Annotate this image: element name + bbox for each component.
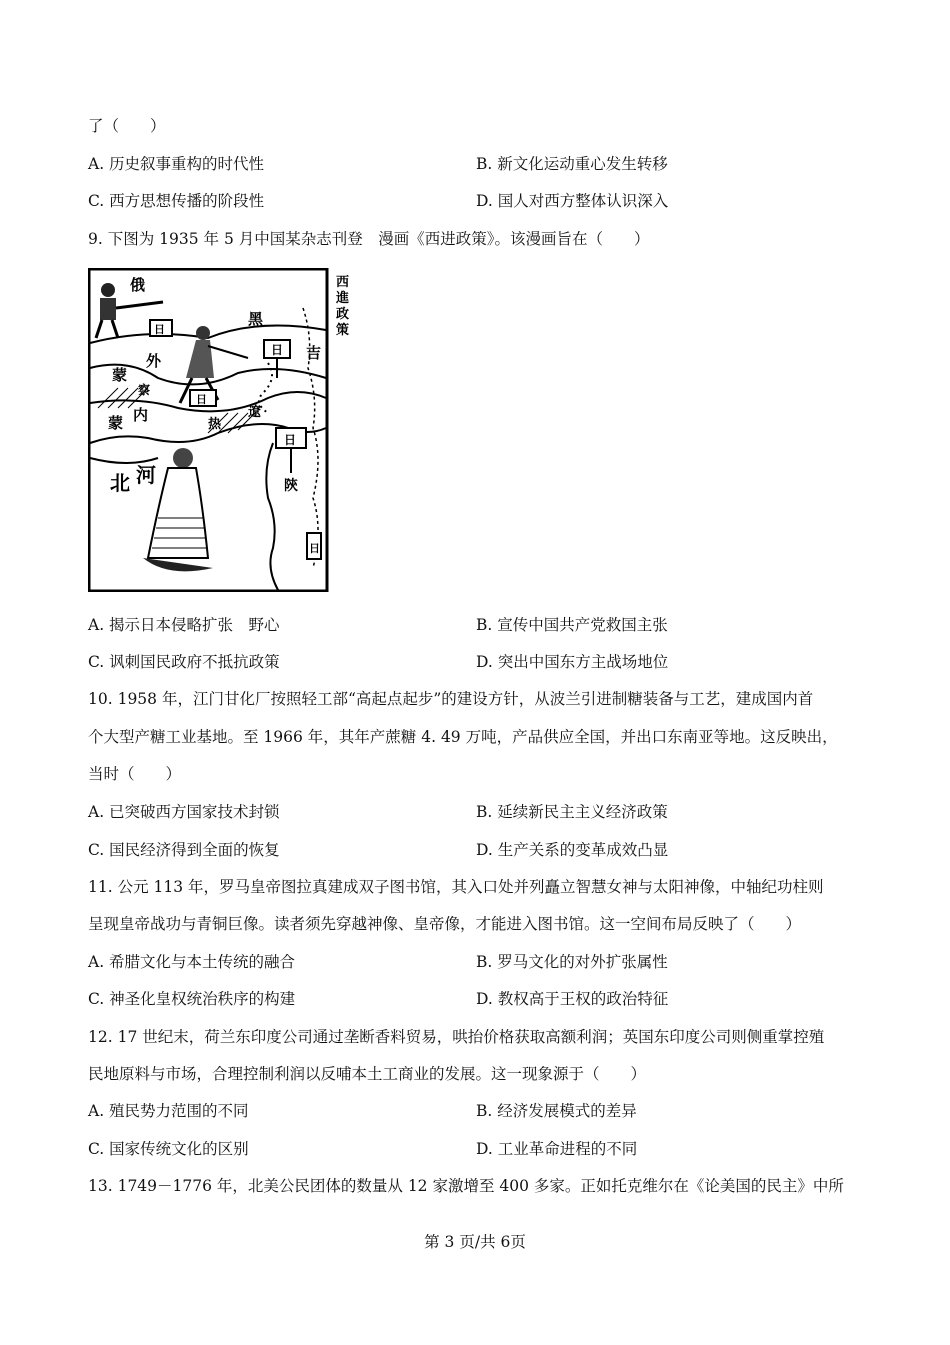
svg-text:黑: 黑 [248,310,264,328]
q9-option-b: B. 宣传中国共产党救国主张 [476,616,668,634]
cartoon-label: 俄 [130,276,146,294]
q12-line-2: 民地原料与市场，合理控制利润以反哺本土工商业的发展。这一现象源于（ ） [88,1065,647,1083]
q11-line-2: 呈现皇帝战功与青铜巨像。读者须先穿越神像、皇帝像，才能进入图书馆。这一空间布局反映了（ ） [88,915,802,933]
q10-line-3: 当时（ ） [88,765,182,783]
svg-text:外: 外 [146,352,162,370]
svg-text:日: 日 [154,323,165,336]
q8-option-a: A. 历史叙事重构的时代性 [88,155,265,173]
q8-stem-tail: 了（ ） [88,117,166,135]
cartoon-title [335,274,349,338]
svg-text:日: 日 [309,542,320,555]
q12-option-b: B. 经济发展模式的差异 [476,1102,637,1120]
q10-option-c: C. 国民经济得到全面的恢复 [88,841,280,859]
q10-option-b: B. 延续新民主主义经济政策 [476,803,668,821]
q11-option-c: C. 神圣化皇权统治秩序的构建 [88,990,296,1008]
svg-text:察: 察 [138,383,151,397]
svg-text:西: 西 [336,275,350,290]
svg-text:河: 河 [136,463,156,487]
svg-text:内: 内 [133,406,149,424]
q10-line-2: 个大型产糖工业基地。至 1966 年，其年产蔗糖 4. 49 万吨，产品供应全国，并出口东南亚等地。这反映出， [88,728,838,746]
svg-text:遼: 遼 [248,405,262,420]
svg-text:日: 日 [196,393,207,406]
svg-text:热: 热 [208,417,222,432]
svg-text:蒙: 蒙 [108,414,124,432]
q10-option-d: D. 生产关系的变革成效凸显 [476,841,669,859]
svg-text:策: 策 [336,323,350,338]
q10-line-1: 10. 1958 年，江门甘化厂按照轻工部“高起点起步”的建设方针，从波兰引进制糖装备与工艺，建成国内首 [88,690,814,708]
q9-option-a: A. 揭示日本侵略扩张 野心 [88,616,280,634]
q9-stem: 9. 下图为 1935 年 5 月中国某杂志刊登 漫画《西进政策》。该漫画旨在（ ） [88,230,650,248]
svg-text:蒙: 蒙 [112,366,128,384]
svg-text:北: 北 [110,471,130,495]
svg-text:陝: 陝 [284,478,298,494]
svg-text:政: 政 [336,307,350,322]
q11-line-1: 11. 公元 113 年，罗马皇帝图拉真建成双子图书馆，其入口处并列矗立智慧女神与太阳神像，中轴纪功柱则 [88,878,824,896]
q8-option-b: B. 新文化运动重心发生转移 [476,155,668,173]
q12-option-a: A. 殖民势力范围的不同 [88,1102,249,1120]
q12-option-d: D. 工业革命进程的不同 [476,1140,638,1158]
q12-option-c: C. 国家传统文化的区别 [88,1140,249,1158]
svg-text:日: 日 [284,433,297,447]
q10-option-a: A. 已突破西方国家技术封锁 [88,803,280,821]
q9-option-c: C. 讽刺国民政府不抵抗政策 [88,653,280,671]
q9-option-d: D. 突出中国东方主战场地位 [476,653,669,671]
q12-line-1: 12. 17 世纪末，荷兰东印度公司通过垄断香料贸易，哄抬价格获取高额利润；英国东印度公司则侧重掌控殖 [88,1028,825,1046]
q11-option-b: B. 罗马文化的对外扩张属性 [476,953,668,971]
q13-line-1: 13. 1749－1776 年，北美公民团体的数量从 12 家激增至 400 多家。正如托克维尔在《论美国的民主》中所 [88,1177,844,1195]
svg-text:進: 進 [336,291,350,306]
q11-option-d: D. 教权高于王权的政治特征 [476,990,669,1008]
page-footer: 第 3 页/共 6页 [424,1233,526,1251]
q8-option-c: C. 西方思想传播的阶段性 [88,192,265,210]
q11-option-a: A. 希腊文化与本土传统的融合 [88,953,296,971]
svg-text:日: 日 [271,343,284,357]
svg-text:吉: 吉 [306,344,322,362]
q8-option-d: D. 国人对西方整体认识深入 [476,192,669,210]
west-policy-cartoon [88,268,356,592]
